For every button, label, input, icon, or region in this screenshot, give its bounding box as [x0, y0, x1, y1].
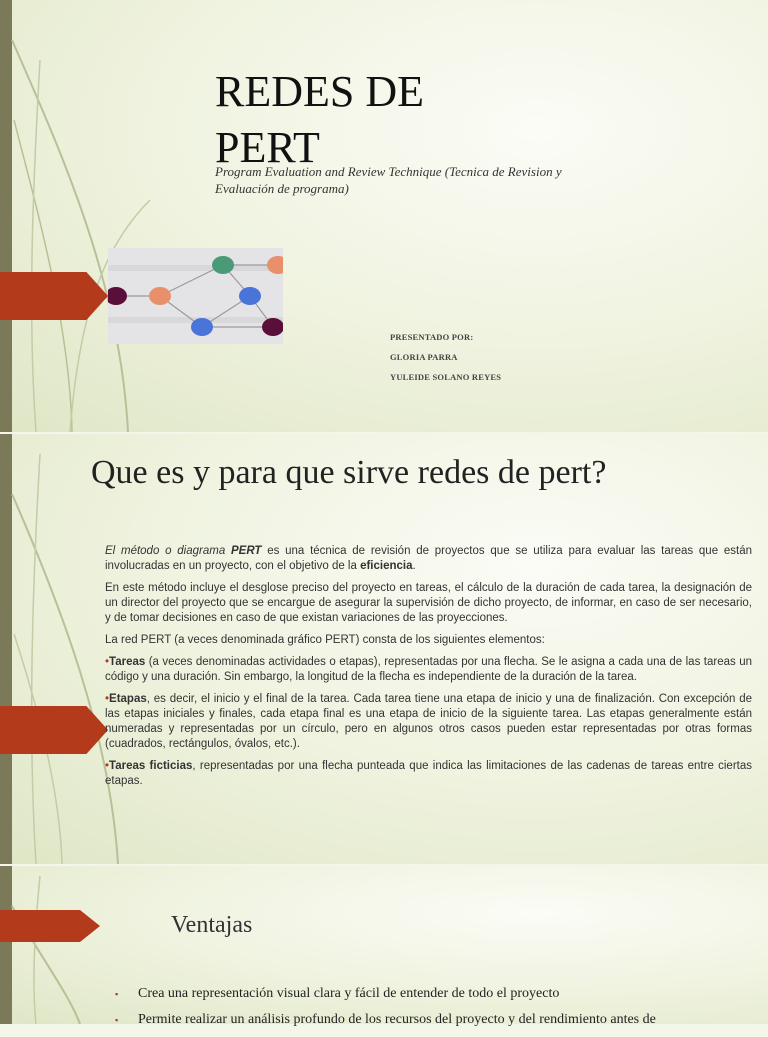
definition-body: [105, 544, 752, 796]
elements-intro: La red PERT (a veces denominada gráfico PERT) consta de los siguientes elementos:: [105, 634, 545, 646]
network-node: [149, 287, 171, 305]
list-item: [115, 985, 745, 1003]
network-node: [239, 287, 261, 305]
bullet: ▪: [115, 1015, 119, 1025]
advantages-heading: Ventajas: [171, 912, 253, 938]
intro-italic: El método o diagrama: [105, 545, 231, 557]
element-term: Tareas ficticias: [109, 760, 193, 772]
pert-network-image: [108, 248, 283, 344]
paragraph-text: es una técnica de revisión de proyectos que se utiliza para evaluar las tareas que están involucradas en un proyecto, con el objetivo de la: [105, 545, 752, 572]
accent-arrow: [0, 910, 100, 942]
presenter-name: GLORIA PARRA: [390, 352, 458, 362]
bullet: ▪: [115, 989, 119, 999]
pert-network-graphic: [108, 248, 283, 344]
method-paragraph: En este método incluye el desglose preciso del proyecto en tareas, el cálculo de la duración de cada tarea, la designación de un director del proyecto que se encargue de asegurar la supervisión de dicho proyecto, de informar, en caso de ser necesario, y de tomar decisiones en caso de que existan variaciones de las proyecciones.: [105, 582, 752, 624]
slide-title: [0, 0, 768, 432]
efficiency-term: eficiencia: [360, 560, 413, 572]
slide-title-heading: REDES DE PERT: [215, 67, 424, 172]
definition-heading: Que es y para que sirve redes de pert?: [91, 454, 607, 491]
list-item: [115, 1011, 745, 1029]
list-item-text: Crea una representación visual clara y fácil de entender de todo el proyecto: [138, 986, 560, 1001]
network-node: [212, 256, 234, 274]
element-text: , representadas por una flecha punteada que indica las limitaciones de las cadenas de tareas entre ciertas etapas.: [105, 760, 752, 787]
decorative-curves: [0, 0, 160, 432]
element-item: [105, 759, 752, 789]
bullet: •: [105, 656, 110, 668]
presented-by-label: PRESENTADO POR:: [390, 332, 474, 342]
bullet: •: [105, 693, 110, 705]
element-text: (a veces denominadas actividades o etapas), representadas por una flecha. Se le asigna a cada una de las tareas un código y una duración. Sin embargo, la longitud de la flecha es independiente de la duración de la tarea.: [105, 656, 752, 683]
accent-arrow: [0, 272, 108, 320]
element-text: , es decir, el inicio y el final de la tarea. Cada tarea tiene una etapa de inicio y una de finalización. Con excepción de las etapas iniciales y finales, cada etapa final es una etapa de inicio de la siguiente tarea. Las etapas generalmente están numeradas y representadas por un círculo, pero en algunos otros casos pueden estar representadas por otras formas (cuadrados, rectángulos, óvalos, etc.).: [105, 693, 752, 750]
bullet: •: [105, 760, 110, 772]
element-item: [105, 692, 752, 752]
element-term: Etapas: [109, 693, 147, 705]
network-node: [262, 318, 283, 336]
element-item: [105, 655, 752, 685]
advantages-list: [115, 985, 745, 1037]
definition-paragraph: [105, 544, 752, 574]
accent-arrow: [0, 706, 108, 754]
network-node: [191, 318, 213, 336]
element-term: Tareas: [109, 656, 146, 668]
presenters-block: [390, 332, 501, 392]
pert-term: PERT: [230, 545, 262, 557]
presenter-name: YULEIDE SOLANO REYES: [390, 372, 502, 382]
slide-subtitle: Program Evaluation and Review Technique (Tecnica de Revision y Evaluación de programa): [215, 164, 562, 196]
paragraph-period: .: [412, 560, 416, 572]
list-item-text: Permite realizar un análisis profundo de los recursos del proyecto y del rendimiento antes de: [138, 1012, 656, 1027]
